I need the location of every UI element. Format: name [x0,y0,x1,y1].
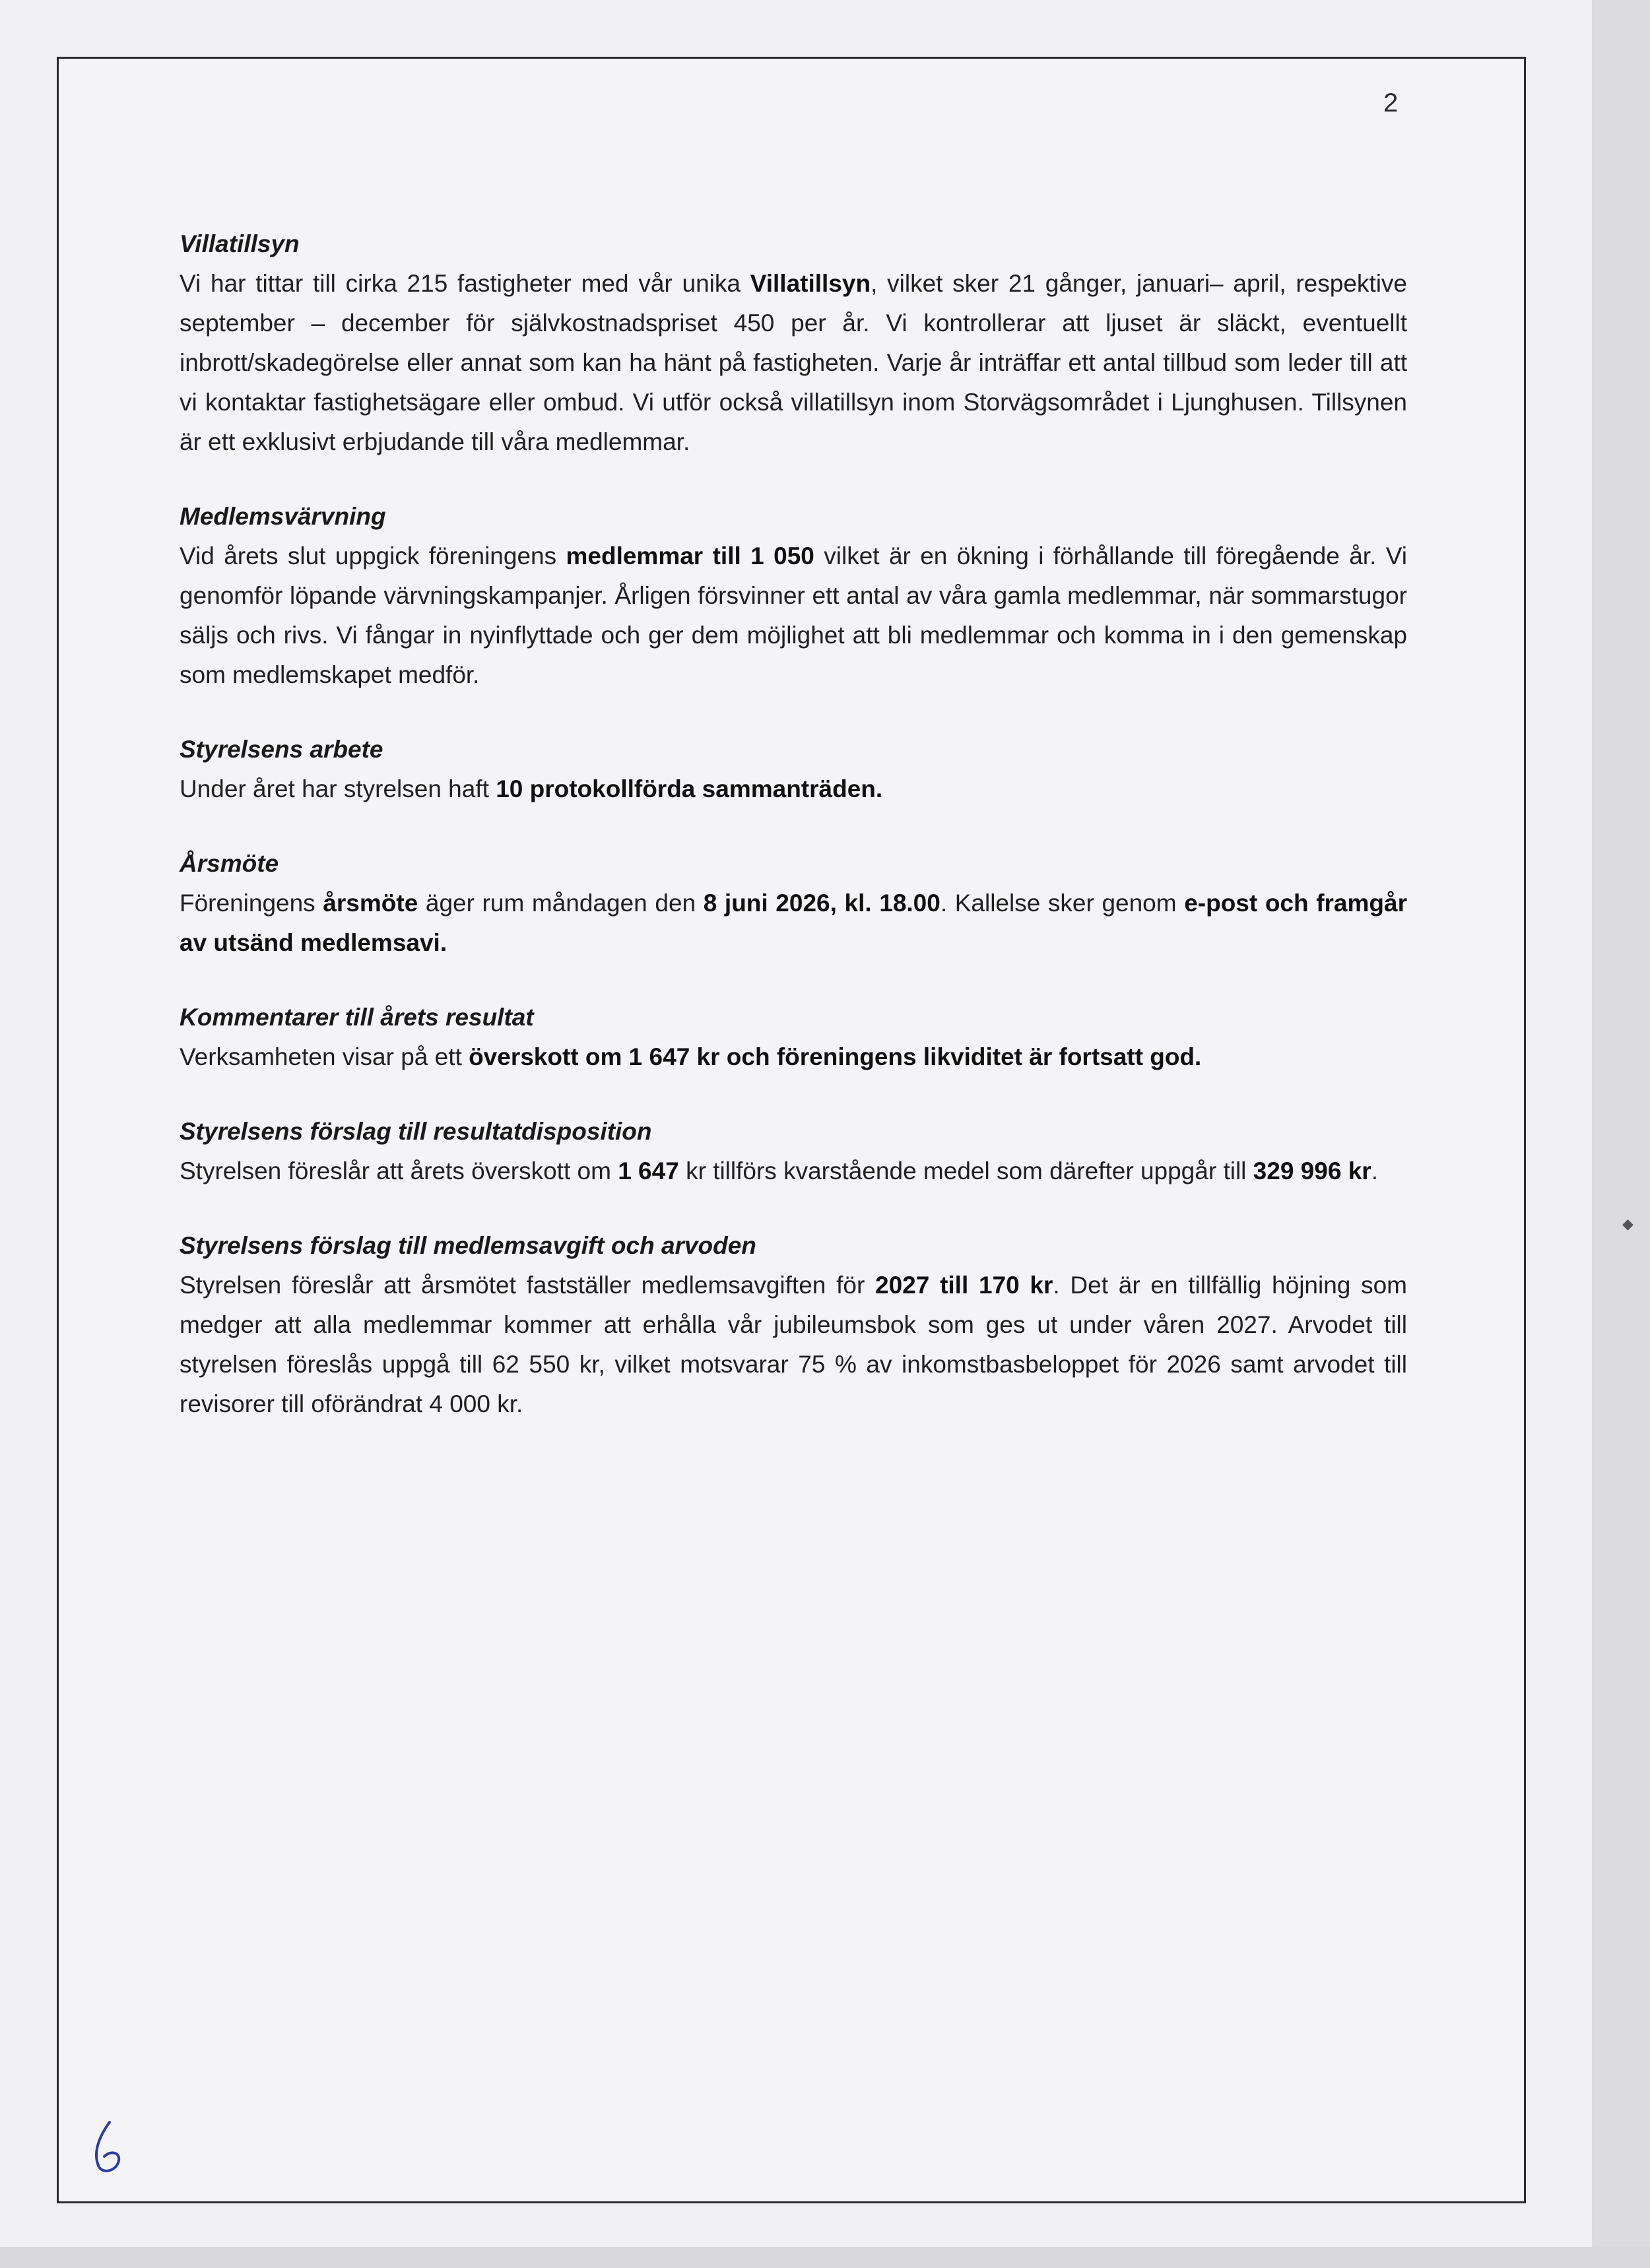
emphasis-text: 1 647 [618,1157,679,1184]
section-paragraph [180,1266,1407,1424]
body-text: Styrelsen föreslår att årsmötet fastställer medlemsavgiften för [180,1272,876,1299]
section-heading: Villatillsyn [180,230,300,257]
section-heading: Styrelsens förslag till medlemsavgift och arvoden [180,1232,756,1259]
emphasis-text: Villatillsyn [750,270,871,297]
scan-edge-bottom [0,2247,1650,2268]
body-text: . Det är en tillfällig höjning som medger att alla medlemmar kommer att erhålla vår jubileumsbok som ges ut under våren 2027. Arvodet till styrelsen föreslås uppgå till 62 550 kr, vilket motsvarar 75 % av inkomstbasbeloppet för 2026 samt arvodet till revisorer till oförändrat 4 000 kr. [180,1272,1408,1417]
emphasis-text: överskott om 1 647 kr och föreningens likviditet är fortsatt god. [469,1043,1202,1070]
scan-smudge: ◆ [1622,1215,1634,1232]
section-villatillsyn [180,224,1407,462]
body-text: Föreningens [180,890,323,917]
emphasis-text: 8 juni 2026, kl. 18.00 [703,890,940,917]
section-paragraph [180,1151,1407,1191]
body-text: Verksamheten visar på ett [180,1043,469,1070]
body-text: äger rum måndagen den [418,890,704,917]
emphasis-text: 2027 till 170 kr [875,1272,1053,1299]
section-heading: Årsmöte [180,850,279,877]
body-text: , vilket sker 21 gånger, januari– april, respektive september – december för självkostnadspriset 450 per år. Vi kontrollerar att ljuset är släckt, eventuellt inbrott/skadegörelse eller annat som kan ha hänt på fastigheten. Varje år inträffar ett antal tillbud som leder till att vi kontaktar fastighetsägare eller ombud. Vi utför också villatillsyn inom Storvägsområdet i Ljunghusen. Tillsynen är ett exklusivt erbjudande till våra medlemmar. [180,270,1407,455]
handwritten-initial [84,2117,137,2176]
body-text: Under året har styrelsen haft [180,775,496,802]
emphasis-text: årsmöte [323,890,418,917]
document-body [180,224,1407,1459]
scan-edge-right [1592,0,1650,2268]
section-paragraph [180,536,1407,695]
section-heading: Medlemsvärvning [180,503,386,530]
section-arsmote [180,844,1407,963]
section-medlemsvarvning [180,497,1407,695]
section-styrelsens-arbete [180,730,1407,809]
section-heading: Kommentarer till årets resultat [180,1004,534,1031]
emphasis-text: medlemmar till 1 050 [566,542,814,569]
section-resultatdisposition [180,1112,1407,1191]
emphasis-text: 10 protokollförda sammanträden. [496,775,883,802]
section-paragraph [180,264,1407,462]
page-number: 2 [1383,88,1399,117]
section-heading: Styrelsens förslag till resultatdisposition [180,1118,652,1145]
body-text: Styrelsen föreslår att årets överskott om [180,1157,618,1184]
emphasis-text: 329 996 kr [1253,1157,1371,1184]
section-paragraph [180,1037,1407,1077]
section-paragraph [180,769,1407,809]
body-text: . Kallelse sker genom [940,890,1185,917]
section-paragraph [180,884,1407,963]
body-text: . [1371,1157,1378,1184]
body-text: kr tillförs kvarstående medel som därefter uppgår till [678,1157,1253,1184]
body-text: Vid årets slut uppgick föreningens [180,542,566,569]
section-kommentarer-resultat [180,998,1407,1077]
emphasis-text: e-post och framgår av utsänd medlemsavi. [180,890,1407,956]
body-text: vilket är en ökning i förhållande till föregående år. Vi genomför löpande värvningskampanjer. Årligen försvinner ett antal av våra gamla medlemmar, när sommarstugor säljs och rivs. Vi fångar in nyinflyttade och ger dem möjlighet att bli medlemmar och komma in i den gemenskap som medlemskapet medför. [180,542,1407,688]
body-text: Vi har tittar till cirka 215 fastigheter med vår unika [180,270,750,297]
section-medlemsavgift-arvoden [180,1226,1407,1424]
section-heading: Styrelsens arbete [180,736,383,763]
